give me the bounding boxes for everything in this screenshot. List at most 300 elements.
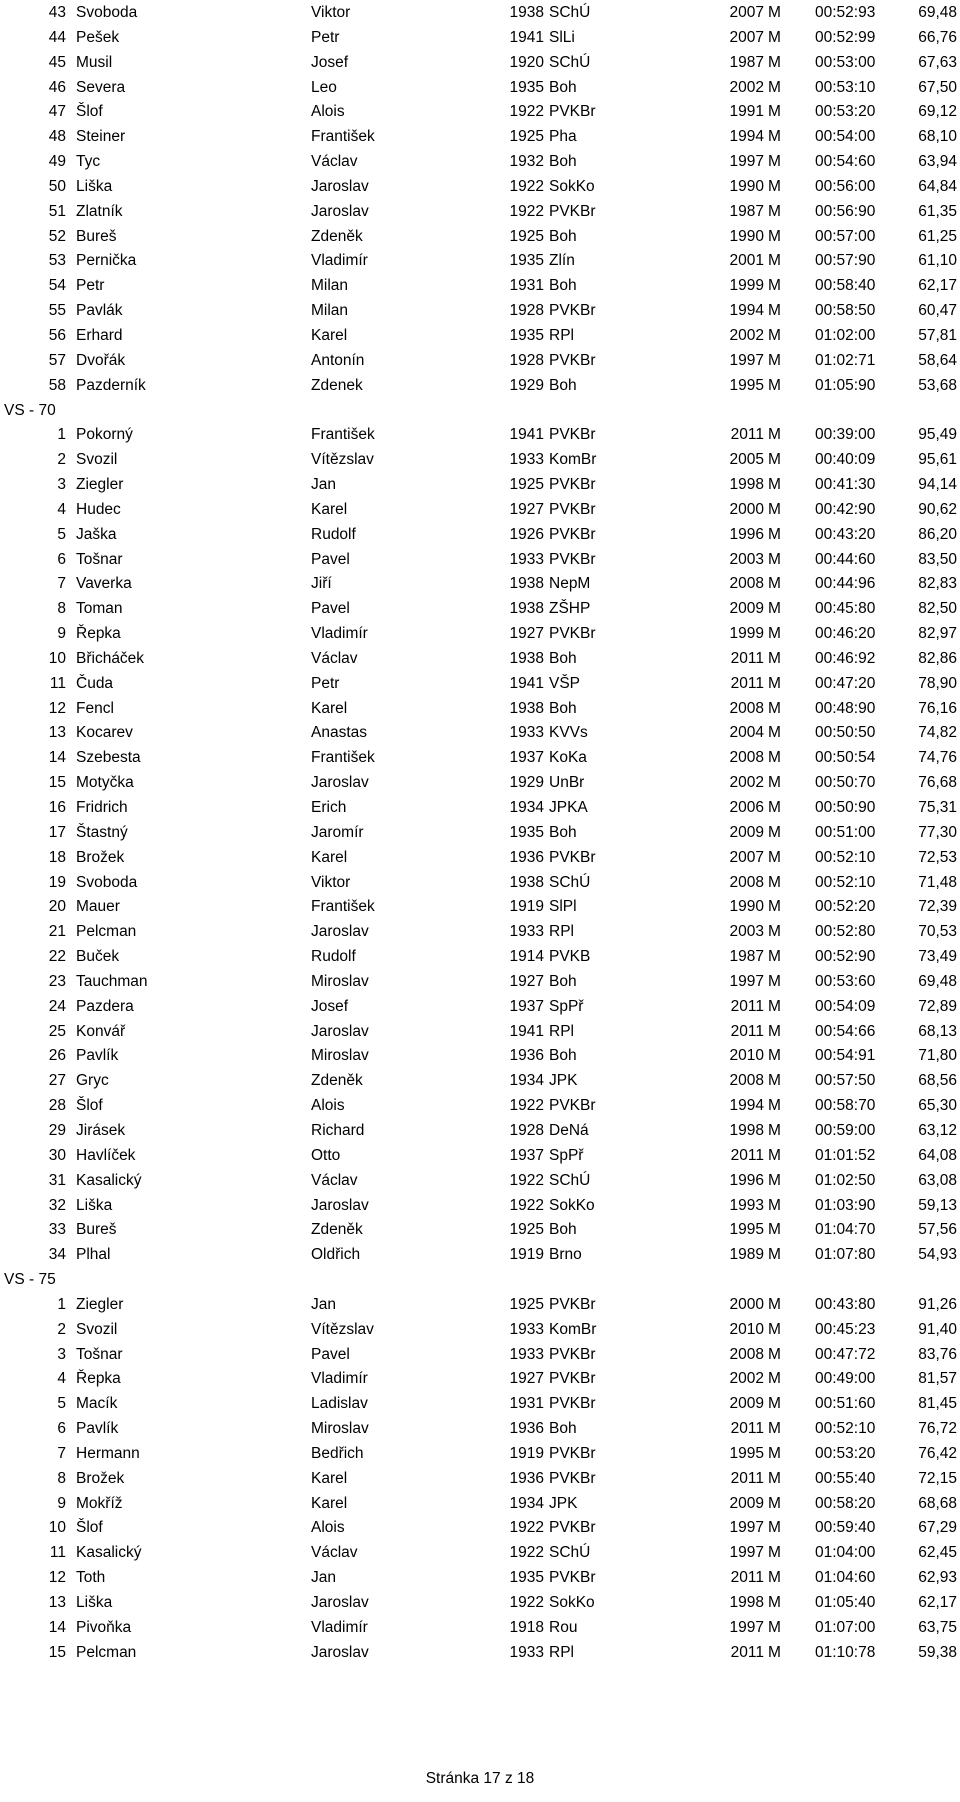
club-cell: PVKBr xyxy=(549,1295,596,1313)
club-cell: KoKa xyxy=(549,749,587,767)
sex-cell: M xyxy=(768,1171,781,1189)
sex-cell: M xyxy=(768,1594,781,1611)
points-cell: 76,16 xyxy=(918,699,957,717)
time-cell: 00:52:99 xyxy=(815,28,876,46)
first-name-cell: Zdeněk xyxy=(311,1221,363,1239)
table-row xyxy=(0,100,960,125)
first-name-cell: Pavel xyxy=(311,1345,350,1363)
season-year-cell: 2008 xyxy=(729,699,764,717)
first-name-cell: Anastas xyxy=(311,724,368,742)
table-row xyxy=(0,51,960,76)
last-name-cell: Svozil xyxy=(76,1320,118,1338)
first-name-cell: Vítězslav xyxy=(311,1320,374,1338)
last-name-cell: Severa xyxy=(76,78,126,96)
rank-cell: 6 xyxy=(57,1420,66,1438)
sex-cell: M xyxy=(768,1643,781,1661)
points-cell: 62,17 xyxy=(918,1594,957,1611)
points-cell: 67,63 xyxy=(918,53,957,71)
table-row xyxy=(0,1516,960,1541)
points-cell: 83,76 xyxy=(918,1345,957,1363)
time-cell: 01:02:50 xyxy=(815,1171,876,1189)
last-name-cell: Buček xyxy=(76,948,120,966)
last-name-cell: Tyc xyxy=(76,153,101,171)
first-name-cell: Jaroslav xyxy=(311,177,369,195)
points-cell: 60,47 xyxy=(918,302,957,320)
table-row xyxy=(0,771,960,796)
points-cell: 63,08 xyxy=(918,1171,957,1189)
birth-year-cell: 1922 xyxy=(509,1544,544,1562)
birth-year-cell: 1937 xyxy=(509,749,544,767)
table-row xyxy=(0,1318,960,1343)
first-name-cell: Karel xyxy=(311,848,348,866)
time-cell: 00:50:70 xyxy=(815,774,876,792)
points-cell: 70,53 xyxy=(918,923,957,941)
sex-cell: M xyxy=(768,1097,781,1115)
club-cell: SChÚ xyxy=(549,873,591,891)
time-cell: 00:58:70 xyxy=(815,1097,876,1115)
rank-cell: 44 xyxy=(48,28,66,46)
first-name-cell: Vladimír xyxy=(311,1618,368,1636)
time-cell: 00:50:54 xyxy=(815,749,876,767)
club-cell: Boh xyxy=(549,277,577,295)
rank-cell: 50 xyxy=(48,177,66,195)
table-row xyxy=(0,423,960,448)
table-row xyxy=(0,1,960,26)
table-row xyxy=(0,672,960,697)
points-cell: 62,93 xyxy=(918,1569,957,1587)
club-cell: Boh xyxy=(549,227,577,245)
season-year-cell: 1995 xyxy=(729,1221,764,1239)
last-name-cell: Liška xyxy=(76,1196,113,1214)
time-cell: 00:54:60 xyxy=(815,153,876,171)
table-row xyxy=(0,1541,960,1566)
table-row xyxy=(0,150,960,175)
club-cell: Brno xyxy=(549,1246,582,1264)
rank-cell: 9 xyxy=(57,625,66,643)
club-cell: RPl xyxy=(549,923,574,941)
birth-year-cell: 1934 xyxy=(509,1494,544,1512)
sex-cell: M xyxy=(768,1121,781,1139)
points-cell: 61,25 xyxy=(918,227,957,245)
sex-cell: M xyxy=(768,252,781,270)
season-year-cell: 2011 xyxy=(730,1420,764,1438)
time-cell: 01:02:71 xyxy=(815,351,876,369)
sex-cell: M xyxy=(768,1494,781,1512)
points-cell: 65,30 xyxy=(918,1097,957,1115)
sex-cell: M xyxy=(768,1072,781,1090)
rank-cell: 15 xyxy=(48,774,66,792)
birth-year-cell: 1922 xyxy=(509,1196,544,1214)
first-name-cell: Miroslav xyxy=(311,1047,369,1065)
season-year-cell: 2002 xyxy=(729,774,764,792)
last-name-cell: Gryc xyxy=(76,1072,109,1090)
last-name-cell: Liška xyxy=(76,177,113,195)
sex-cell: M xyxy=(768,227,781,245)
sex-cell: M xyxy=(768,128,781,146)
table-row xyxy=(0,1343,960,1368)
time-cell: 00:57:90 xyxy=(815,252,876,270)
first-name-cell: Vladimír xyxy=(311,1370,368,1388)
points-cell: 75,31 xyxy=(918,799,957,816)
birth-year-cell: 1937 xyxy=(509,997,544,1015)
points-cell: 81,57 xyxy=(918,1370,957,1388)
club-cell: Boh xyxy=(549,1047,577,1065)
first-name-cell: Rudolf xyxy=(311,525,356,543)
last-name-cell: Pernička xyxy=(76,252,137,270)
birth-year-cell: 1922 xyxy=(509,103,544,121)
rank-cell: 8 xyxy=(57,1469,66,1487)
sex-cell: M xyxy=(768,724,781,742)
sex-cell: M xyxy=(768,625,781,643)
sex-cell: M xyxy=(768,1395,781,1413)
rank-cell: 10 xyxy=(48,649,66,667)
points-cell: 63,94 xyxy=(918,153,957,171)
season-year-cell: 2002 xyxy=(729,78,764,96)
points-cell: 71,48 xyxy=(918,873,957,891)
points-cell: 72,15 xyxy=(918,1469,957,1487)
time-cell: 01:04:00 xyxy=(815,1544,876,1562)
birth-year-cell: 1928 xyxy=(509,1121,544,1139)
time-cell: 00:54:66 xyxy=(815,1022,876,1040)
season-year-cell: 2006 xyxy=(729,799,764,816)
time-cell: 00:51:60 xyxy=(815,1395,876,1413)
first-name-cell: Oldřich xyxy=(311,1246,361,1264)
club-cell: Boh xyxy=(549,649,577,667)
birth-year-cell: 1935 xyxy=(509,1569,544,1587)
club-cell: PVKBr xyxy=(549,550,596,568)
birth-year-cell: 1918 xyxy=(509,1618,544,1636)
birth-year-cell: 1929 xyxy=(509,774,544,792)
time-cell: 01:04:60 xyxy=(815,1569,876,1587)
time-cell: 00:51:00 xyxy=(815,823,876,841)
season-year-cell: 1996 xyxy=(729,525,764,543)
first-name-cell: František xyxy=(311,898,375,916)
points-cell: 76,42 xyxy=(918,1444,957,1462)
season-year-cell: 2011 xyxy=(730,1469,764,1487)
rank-cell: 43 xyxy=(48,4,66,21)
last-name-cell: Konvář xyxy=(76,1022,126,1040)
points-cell: 81,45 xyxy=(918,1395,957,1413)
time-cell: 00:53:60 xyxy=(815,972,876,990)
points-cell: 77,30 xyxy=(918,823,957,841)
season-year-cell: 1989 xyxy=(729,1246,764,1264)
sex-cell: M xyxy=(768,53,781,71)
time-cell: 00:57:50 xyxy=(815,1072,876,1090)
last-name-cell: Steiner xyxy=(76,128,126,146)
rank-cell: 9 xyxy=(57,1494,66,1512)
club-cell: Zlín xyxy=(549,252,575,270)
last-name-cell: Brožek xyxy=(76,848,125,866)
table-row xyxy=(0,622,960,647)
birth-year-cell: 1919 xyxy=(509,1246,544,1264)
club-cell: KVVs xyxy=(549,724,588,742)
points-cell: 64,08 xyxy=(918,1146,957,1164)
rank-cell: 14 xyxy=(48,1618,66,1636)
points-cell: 63,12 xyxy=(918,1121,957,1139)
birth-year-cell: 1934 xyxy=(509,799,544,816)
last-name-cell: Pazderník xyxy=(76,376,146,394)
sex-cell: M xyxy=(768,1569,781,1587)
club-cell: UnBr xyxy=(549,774,585,792)
points-cell: 71,80 xyxy=(918,1047,957,1065)
points-cell: 72,89 xyxy=(918,997,957,1015)
season-year-cell: 1997 xyxy=(729,972,764,990)
club-cell: SokKo xyxy=(549,1196,595,1214)
time-cell: 00:55:40 xyxy=(815,1469,876,1487)
rank-cell: 10 xyxy=(48,1519,66,1537)
season-year-cell: 1997 xyxy=(729,153,764,171)
rank-cell: 13 xyxy=(48,1594,66,1611)
time-cell: 00:49:00 xyxy=(815,1370,876,1388)
points-cell: 82,50 xyxy=(918,600,957,618)
last-name-cell: Fridrich xyxy=(76,799,128,816)
time-cell: 00:54:91 xyxy=(815,1047,876,1065)
points-cell: 95,49 xyxy=(918,426,957,444)
club-cell: SlPl xyxy=(549,898,577,916)
sex-cell: M xyxy=(768,997,781,1015)
last-name-cell: Erhard xyxy=(76,326,123,344)
time-cell: 00:45:23 xyxy=(815,1320,876,1338)
first-name-cell: Pavel xyxy=(311,550,350,568)
last-name-cell: Šlof xyxy=(76,103,103,121)
points-cell: 62,17 xyxy=(918,277,957,295)
time-cell: 00:52:10 xyxy=(815,873,876,891)
season-year-cell: 2009 xyxy=(729,1494,764,1512)
sex-cell: M xyxy=(768,426,781,444)
sex-cell: M xyxy=(768,972,781,990)
rank-cell: 20 xyxy=(48,898,66,916)
last-name-cell: Ziegler xyxy=(76,1295,124,1313)
category-label: VS - 70 xyxy=(4,401,56,419)
sex-cell: M xyxy=(768,376,781,394)
results-table xyxy=(0,1,960,1666)
points-cell: 61,35 xyxy=(918,202,957,220)
points-cell: 68,10 xyxy=(918,128,957,146)
birth-year-cell: 1938 xyxy=(509,699,544,717)
season-year-cell: 1987 xyxy=(729,53,764,71)
last-name-cell: Svozil xyxy=(76,451,118,469)
birth-year-cell: 1925 xyxy=(509,1221,544,1239)
rank-cell: 51 xyxy=(48,202,66,220)
rank-cell: 3 xyxy=(57,1345,66,1363)
club-cell: ZŠHP xyxy=(549,600,591,618)
last-name-cell: Szebesta xyxy=(76,749,141,767)
rank-cell: 14 xyxy=(48,749,66,767)
table-row xyxy=(0,1591,960,1616)
last-name-cell: Mauer xyxy=(76,898,120,916)
sex-cell: M xyxy=(768,1320,781,1338)
season-year-cell: 1996 xyxy=(729,1171,764,1189)
first-name-cell: Zdeněk xyxy=(311,1072,363,1090)
first-name-cell: Milan xyxy=(311,277,349,295)
season-year-cell: 2009 xyxy=(729,600,764,618)
birth-year-cell: 1932 xyxy=(509,153,544,171)
birth-year-cell: 1941 xyxy=(509,426,544,444)
time-cell: 00:39:00 xyxy=(815,426,876,444)
birth-year-cell: 1933 xyxy=(509,451,544,469)
club-cell: PVKBr xyxy=(549,625,596,643)
table-row xyxy=(0,1169,960,1194)
points-cell: 59,13 xyxy=(918,1196,957,1214)
club-cell: KomBr xyxy=(549,1320,597,1338)
table-row xyxy=(0,26,960,51)
rank-cell: 5 xyxy=(57,1395,66,1413)
table-row xyxy=(0,200,960,225)
points-cell: 76,72 xyxy=(918,1420,957,1438)
season-year-cell: 1991 xyxy=(729,103,764,121)
sex-cell: M xyxy=(768,78,781,96)
time-cell: 00:43:20 xyxy=(815,525,876,543)
category-heading xyxy=(0,1268,960,1293)
rank-cell: 33 xyxy=(48,1221,66,1239)
sex-cell: M xyxy=(768,525,781,543)
sex-cell: M xyxy=(768,948,781,966)
time-cell: 00:59:40 xyxy=(815,1519,876,1537)
time-cell: 00:53:20 xyxy=(815,1444,876,1462)
table-row xyxy=(0,473,960,498)
table-row xyxy=(0,1218,960,1243)
sex-cell: M xyxy=(768,749,781,767)
first-name-cell: Karel xyxy=(311,1469,348,1487)
club-cell: PVKB xyxy=(549,948,591,966)
points-cell: 94,14 xyxy=(918,476,957,494)
points-cell: 58,64 xyxy=(918,351,957,369)
rank-cell: 12 xyxy=(48,699,66,717)
rank-cell: 11 xyxy=(49,674,66,692)
season-year-cell: 1998 xyxy=(729,1594,764,1611)
sex-cell: M xyxy=(768,1221,781,1239)
table-row xyxy=(0,746,960,771)
rank-cell: 7 xyxy=(57,575,66,593)
last-name-cell: Tošnar xyxy=(76,1345,123,1363)
birth-year-cell: 1941 xyxy=(509,674,544,692)
time-cell: 00:52:10 xyxy=(815,1420,876,1438)
last-name-cell: Hermann xyxy=(76,1444,140,1462)
club-cell: PVKBr xyxy=(549,1569,596,1587)
points-cell: 59,38 xyxy=(918,1643,957,1661)
season-year-cell: 2011 xyxy=(730,649,764,667)
birth-year-cell: 1919 xyxy=(509,1444,544,1462)
time-cell: 00:48:90 xyxy=(815,699,876,717)
last-name-cell: Štastný xyxy=(76,823,128,841)
birth-year-cell: 1936 xyxy=(509,1420,544,1438)
rank-cell: 13 xyxy=(48,724,66,742)
table-row xyxy=(0,1641,960,1666)
first-name-cell: Viktor xyxy=(311,873,351,891)
category-heading xyxy=(0,399,960,424)
season-year-cell: 1987 xyxy=(729,202,764,220)
first-name-cell: Jan xyxy=(311,1295,336,1313)
rank-cell: 15 xyxy=(48,1643,66,1661)
sex-cell: M xyxy=(768,1345,781,1363)
club-cell: PVKBr xyxy=(549,500,596,518)
first-name-cell: Jaroslav xyxy=(311,774,369,792)
birth-year-cell: 1935 xyxy=(509,252,544,270)
birth-year-cell: 1927 xyxy=(509,500,544,518)
club-cell: SokKo xyxy=(549,1594,595,1611)
birth-year-cell: 1925 xyxy=(509,227,544,245)
rank-cell: 21 xyxy=(48,923,66,941)
time-cell: 00:52:93 xyxy=(815,4,876,21)
table-row xyxy=(0,1467,960,1492)
birth-year-cell: 1935 xyxy=(509,823,544,841)
last-name-cell: Liška xyxy=(76,1594,113,1611)
first-name-cell: Pavel xyxy=(311,600,350,618)
time-cell: 00:44:60 xyxy=(815,550,876,568)
first-name-cell: František xyxy=(311,128,375,146)
sex-cell: M xyxy=(768,326,781,344)
birth-year-cell: 1936 xyxy=(509,848,544,866)
season-year-cell: 2003 xyxy=(729,550,764,568)
sex-cell: M xyxy=(768,1246,781,1264)
first-name-cell: František xyxy=(311,426,375,444)
table-row xyxy=(0,249,960,274)
rank-cell: 8 xyxy=(57,600,66,618)
birth-year-cell: 1922 xyxy=(509,1519,544,1537)
first-name-cell: Vladimír xyxy=(311,625,368,643)
birth-year-cell: 1935 xyxy=(509,78,544,96)
time-cell: 01:03:90 xyxy=(815,1196,876,1214)
season-year-cell: 1990 xyxy=(729,177,764,195)
first-name-cell: Vítězslav xyxy=(311,451,374,469)
club-cell: Boh xyxy=(549,78,577,96)
first-name-cell: Leo xyxy=(311,78,337,96)
club-cell: PVKBr xyxy=(549,202,596,220)
first-name-cell: Vladimír xyxy=(311,252,368,270)
table-row xyxy=(0,1492,960,1517)
first-name-cell: Václav xyxy=(311,649,358,667)
club-cell: Boh xyxy=(549,972,577,990)
rank-cell: 49 xyxy=(48,153,66,171)
points-cell: 74,82 xyxy=(918,724,957,742)
rank-cell: 34 xyxy=(48,1246,66,1264)
table-row xyxy=(0,995,960,1020)
rank-cell: 58 xyxy=(48,376,66,394)
category-label: VS - 75 xyxy=(4,1271,56,1289)
points-cell: 68,13 xyxy=(918,1022,957,1040)
club-cell: PVKBr xyxy=(549,1469,596,1487)
sex-cell: M xyxy=(768,823,781,841)
last-name-cell: Fencl xyxy=(76,699,114,717)
rank-cell: 5 xyxy=(57,525,66,543)
table-row xyxy=(0,1367,960,1392)
rank-cell: 2 xyxy=(57,1320,66,1338)
club-cell: SChÚ xyxy=(549,1171,591,1189)
birth-year-cell: 1937 xyxy=(509,1146,544,1164)
birth-year-cell: 1928 xyxy=(509,351,544,369)
birth-year-cell: 1922 xyxy=(509,177,544,195)
rank-cell: 46 xyxy=(48,78,66,96)
table-row xyxy=(0,1293,960,1318)
last-name-cell: Šlof xyxy=(76,1097,103,1115)
birth-year-cell: 1931 xyxy=(509,277,544,295)
sex-cell: M xyxy=(768,1618,781,1636)
club-cell: RPl xyxy=(549,1022,574,1040)
rank-cell: 17 xyxy=(48,823,66,841)
first-name-cell: Erich xyxy=(311,799,347,816)
birth-year-cell: 1933 xyxy=(509,550,544,568)
points-cell: 72,39 xyxy=(918,898,957,916)
sex-cell: M xyxy=(768,1146,781,1164)
club-cell: PVKBr xyxy=(549,302,596,320)
time-cell: 00:44:96 xyxy=(815,575,876,593)
club-cell: SokKo xyxy=(549,177,595,195)
sex-cell: M xyxy=(768,177,781,195)
table-row xyxy=(0,1069,960,1094)
birth-year-cell: 1914 xyxy=(509,948,544,966)
birth-year-cell: 1922 xyxy=(509,202,544,220)
table-row xyxy=(0,647,960,672)
